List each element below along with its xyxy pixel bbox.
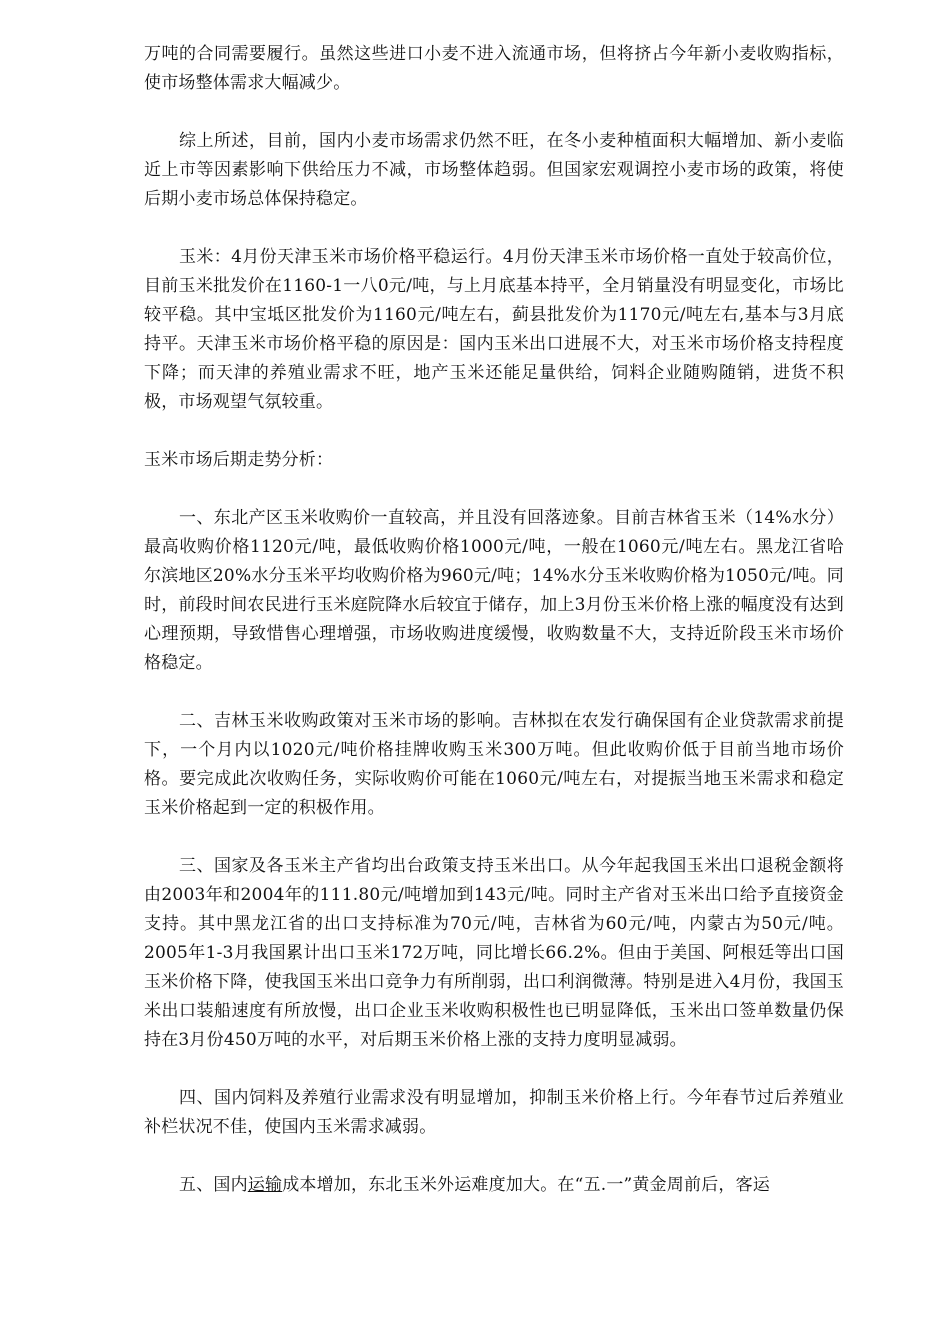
paragraph: 万吨的合同需要履行。虽然这些进口小麦不进入流通市场，但将挤占今年新小麦收购指标，使市场整体需求大幅减少。 (144, 44, 844, 93)
paragraph-text-start: 五、国内 (179, 1175, 248, 1195)
paragraph-gap (144, 1055, 844, 1084)
transport-link[interactable]: 运输 (247, 1175, 283, 1195)
paragraph: 玉米：4月份天津玉米市场价格平稳运行。4月份天津玉米市场价格一直处于较高价位，目前玉米批发价在1160-1一八0元/吨，与上月底基本持平，全月销量没有明显变化，市场比较平稳。其中宝坻区批发价为1160元/吨左右，蓟县批发价为1170元/吨左右,基本与3月底持平。天津玉米市场价格平稳的原因是：国内玉米出口进展不大，对玉米市场价格支持程度下降；而天津的养殖业需求不旺，地产玉米还能足量供给，饲料企业随购随销，进货不积极，市场观望气氛较重。 (144, 247, 844, 412)
paragraph: 二、吉林玉米收购政策对玉米市场的影响。吉林拟在农发行确保国有企业贷款需求前提下，一个月内以1020元/吨价格挂牌收购玉米300万吨。但此收购价低于目前当地市场价格。要完成此次收购任务，实际收购价可能在1060元/吨左右，对提振当地玉米需求和稳定玉米价格起到一定的积极作用。 (144, 711, 844, 818)
paragraph-gap (144, 214, 844, 243)
paragraph-gap (144, 678, 844, 707)
paragraph-gap (144, 475, 844, 504)
section-heading: 玉米市场后期走势分析： (144, 450, 334, 470)
paragraph: 一、东北产区玉米收购价一直较高，并且没有回落迹象。目前吉林省玉米（14%水分）最高收购价格1120元/吨，最低收购价格1000元/吨，一般在1060元/吨左右。黑龙江省哈尔滨地区20%水分玉米平均收购价格为960元/吨；14%水分玉米收购价格为1050元/吨。同时，前段时间农民进行玉米庭院降水后较宜于储存，加上3月份玉米价格上涨的幅度没有达到心理预期，导致惜售心理增强，市场收购进度缓慢，收购数量不大，支持近阶段玉米市场价格稳定。 (144, 508, 844, 673)
paragraph: 三、国家及各玉米主产省均出台政策支持玉米出口。从今年起我国玉米出口退税金额将由2003年和2004年的111.80元/吨增加到143元/吨。同时主产省对玉米出口给予直接资金支持。其中黑龙江省的出口支持标准为70元/吨，吉林省为60元/吨，内蒙古为50元/吨。2005年1-3月我国累计出口玉米172万吨，同比增长66.2%。但由于美国、阿根廷等出口国玉米价格下降，使我国玉米出口竞争力有所削弱，出口利润微薄。特别是进入4月份，我国玉米出口装船速度有所放慢，出口企业玉米收购积极性也已明显降低，玉米出口签单数量仍保持在3月份450万吨的水平，对后期玉米价格上涨的支持力度明显减弱。 (144, 856, 844, 1050)
document-page (144, 40, 844, 1200)
paragraph-gap (144, 417, 844, 446)
paragraph-gap (144, 98, 844, 127)
paragraph-gap (144, 1142, 844, 1171)
paragraph (144, 1171, 844, 1200)
paragraph: 四、国内饲料及养殖行业需求没有明显增加，抑制玉米价格上行。今年春节过后养殖业补栏状况不佳，使国内玉米需求减弱。 (144, 1088, 844, 1137)
paragraph-text-end: 成本增加，东北玉米外运难度加大。在“五.一”黄金周前后，客运 (282, 1175, 771, 1195)
paragraph: 综上所述，目前，国内小麦市场需求仍然不旺，在冬小麦种植面积大幅增加、新小麦临近上市等因素影响下供给压力不减，市场整体趋弱。但国家宏观调控小麦市场的政策，将使后期小麦市场总体保持稳定。 (144, 131, 844, 209)
paragraph-gap (144, 823, 844, 852)
